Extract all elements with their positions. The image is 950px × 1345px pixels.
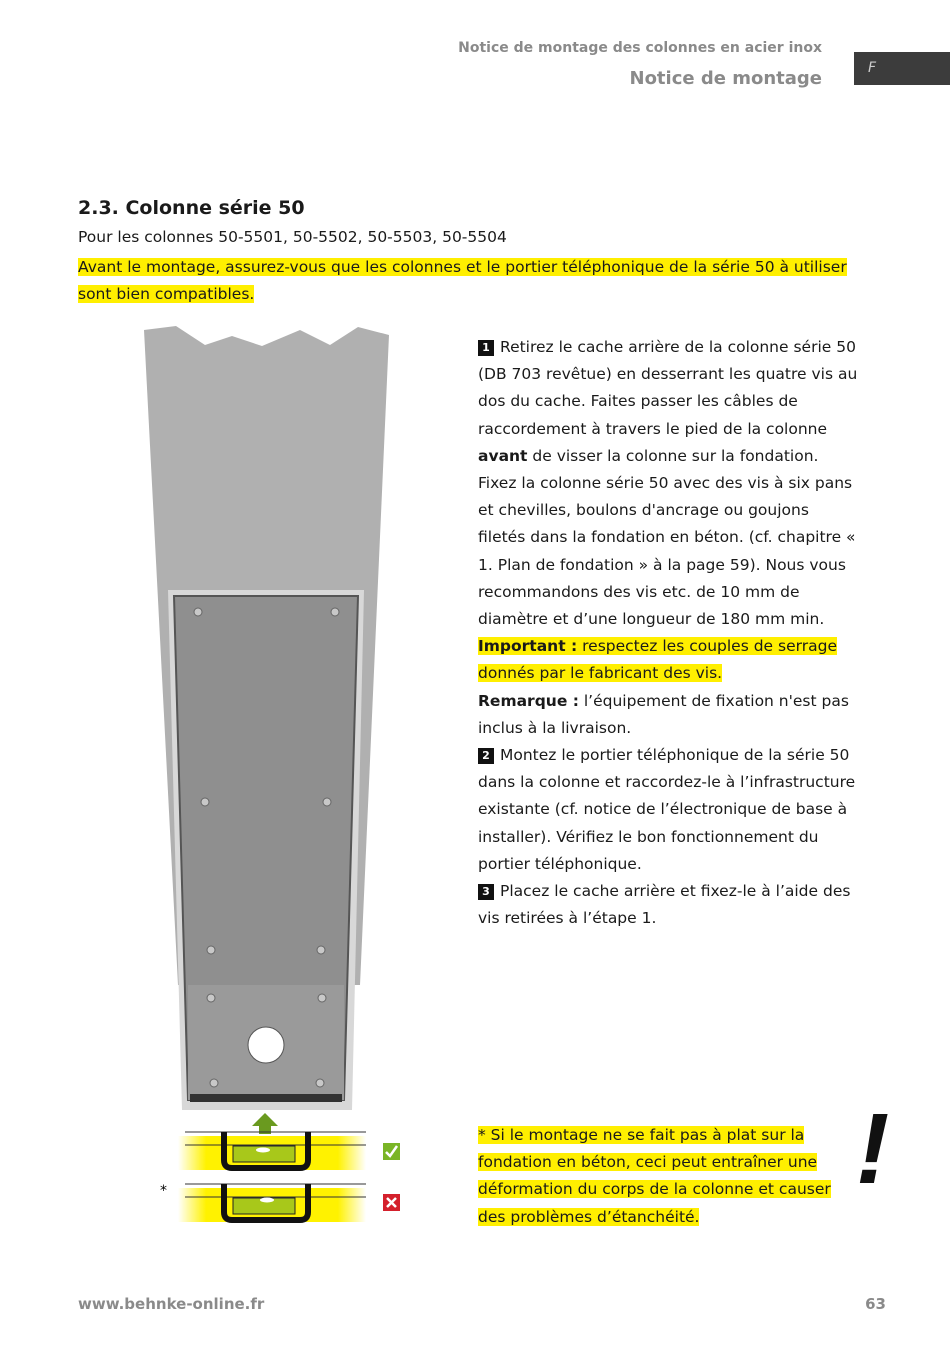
up-arrow-icon	[252, 1113, 278, 1134]
language-tab: F	[854, 52, 950, 85]
instruction-steps	[478, 334, 858, 932]
section-header: Notice de montage	[629, 68, 822, 89]
footer-url: www.behnke-online.fr	[78, 1295, 265, 1313]
compatibility-warning: Avant le montage, assurez-vous que les colonnes et le portier téléphonique de la série 50 à utiliser sont bien compatibles.	[78, 258, 847, 303]
step-3: 3 Placez le cache arrière et fixez-le à l’aide des vis retirées à l’étape 1.	[478, 882, 851, 928]
asterisk-label: *	[160, 1183, 167, 1199]
section-subtitle: Pour les colonnes 50-5501, 50-5502, 50-5503, 50-5504	[78, 228, 507, 246]
remark-note: Remarque : l’équipement de fixation n'est pas inclus à la livraison.	[478, 691, 849, 737]
check-icon	[383, 1143, 400, 1160]
page-number: 63	[865, 1295, 886, 1313]
level-ok	[178, 1132, 366, 1170]
level-bad	[178, 1184, 366, 1222]
section-title: 2.3. Colonne série 50	[78, 197, 305, 219]
step-2: 2 Montez le portier téléphonique de la série 50 dans la colonne et raccordez-le à l’infrastructure existante (cf. notice de l’électronique de base à installer). Vérifiez le bon fonctionnement du portier téléphonique.	[478, 746, 856, 873]
flatness-warning: * Si le montage ne se fait pas à plat sur la fondation en béton, ceci peut entraîner une déformation du corps de la colonne et causer des problèmes d’étanchéité.	[478, 1126, 831, 1226]
step-1: 1 Retirez le cache arrière de la colonne série 50 (DB 703 revêtue) en desserrant les quatre vis au dos du cache. Faites passer les câbles de raccordement à travers le pied de la colonne avant de visser la colonne sur la fondation. Fixez la colonne série 50 avec des vis à six pans et chevilles, boulons d'ancrage ou goujons filetés dans la fondation en béton. (cf. chapitre « 1. Plan de fondation » à la page 59). Nous vous recommandons des vis etc. de 10 mm de diamètre et d’une longueur de 180 mm min.	[478, 338, 858, 629]
document-title: Notice de montage des colonnes en acier inox	[458, 40, 822, 56]
cross-icon	[383, 1194, 400, 1211]
important-note: Important : respectez les couples de serrage donnés par le fabricant des vis.	[478, 637, 837, 683]
exclamation-icon: !	[856, 1093, 890, 1205]
